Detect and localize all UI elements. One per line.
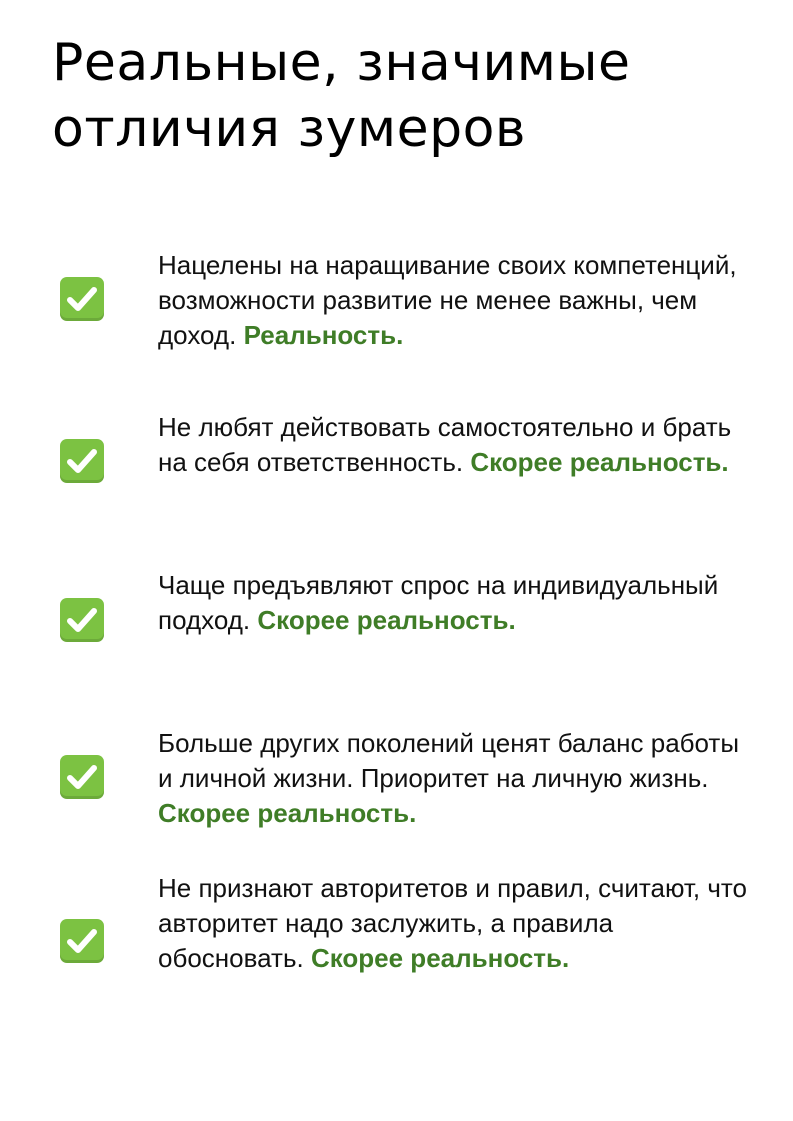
item-text (158, 410, 748, 480)
item-text (158, 726, 748, 831)
item-description: Нацелены на наращивание своих компетенций, возможности развитие не менее важны, чем доход. (158, 250, 737, 350)
verdict-label: Скорее реальность. (158, 798, 417, 828)
page-title: Реальные, значимые отличия зумеров (52, 33, 631, 159)
item-description: Чаще предъявляют спрос на индивидуальный подход. (158, 570, 719, 635)
check-mark-icon (60, 598, 104, 642)
item-description: Не любят действовать самостоятельно и брать на себя ответственность. (158, 412, 732, 477)
verdict-label: Скорее реальность. (470, 447, 729, 477)
verdict-label: Реальность. (243, 320, 404, 350)
check-mark-icon (60, 277, 104, 321)
verdict-label: Скорее реальность. (310, 943, 570, 973)
item-description: Не признают авторитетов и правил, считают, что авторитет надо заслужить, а правила обосновать. (158, 873, 747, 973)
verdict-label: Скорее реальность. (257, 605, 516, 635)
item-text (158, 248, 748, 353)
item-text (158, 568, 748, 638)
item-description: Больше других поколений ценят баланс работы и личной жизни. Приоритет на личную жизнь. (158, 728, 740, 793)
item-text (158, 871, 748, 976)
check-mark-icon (60, 755, 104, 799)
check-mark-icon (60, 919, 104, 963)
check-mark-icon (60, 439, 104, 483)
